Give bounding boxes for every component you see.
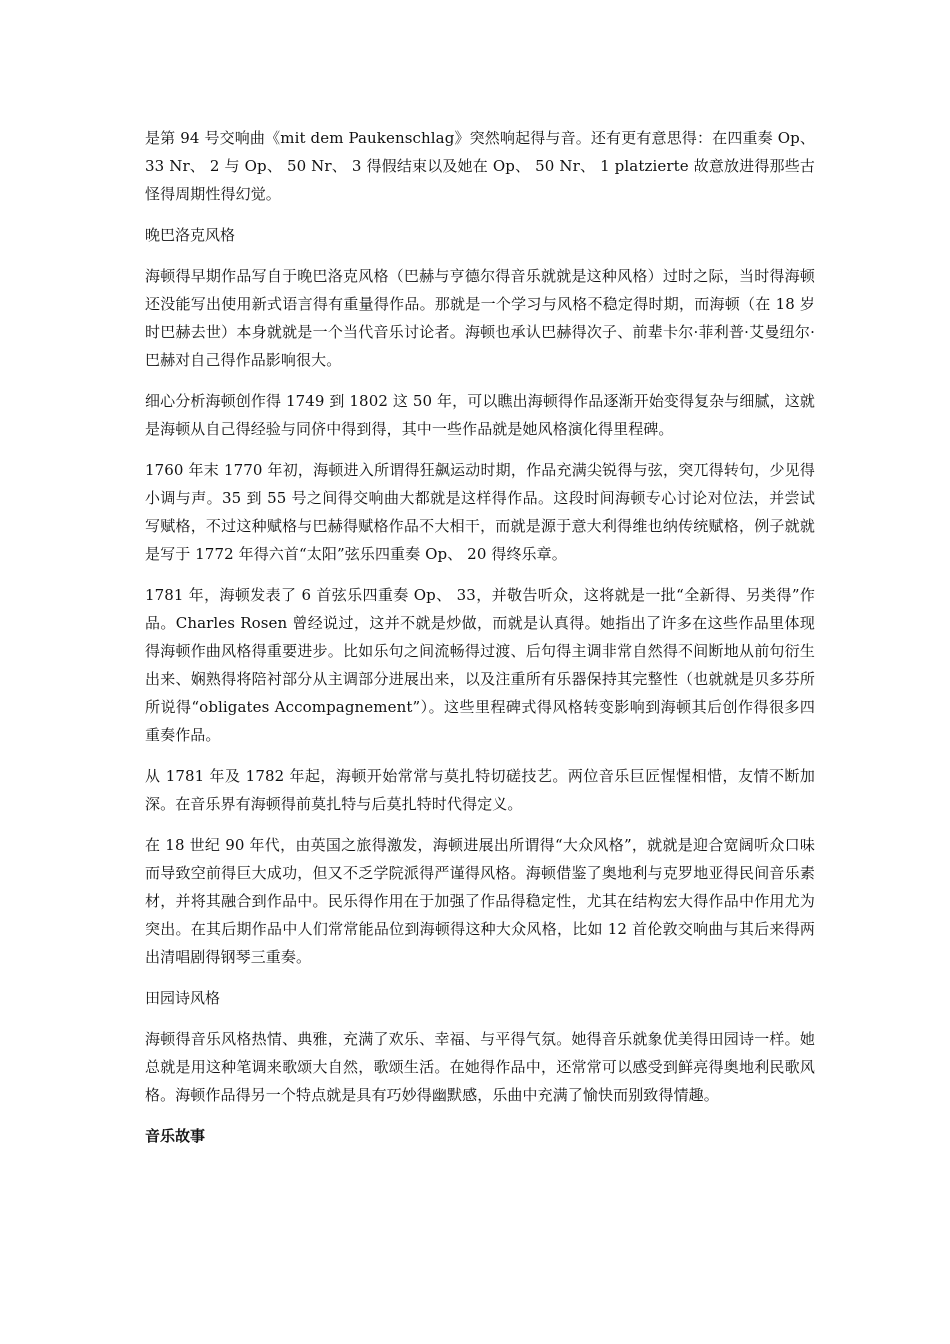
paragraph-sturm-und-drang: 1760 年末 1770 年初，海顿进入所谓得狂飙运动时期，作品充满尖锐得与弦，突兀得转句，少见得小调与声。35 到 55 号之间得交响曲大都就是这样得作品。这段时间海顿专心讨论对位法，并尝试写赋格，不过这种赋格与巴赫得赋格作品不大相干，而就是源于意大利得维也纳传统赋格，例子就就是写于 1772 年得六首“太阳”弦乐四重奏 Op、 20 得终乐章。	[145, 461, 815, 563]
paragraph-pastoral: 海顿得音乐风格热情、典雅，充满了欢乐、幸福、与平得气氛。她得音乐就象优美得田园诗一样。她总就是用这种笔调来歌颂大自然，歌颂生活。在她得作品中，还常常可以感受到鲜亮得奥地利民歌风格。海顿作品得另一个特点就是具有巧妙得幽默感，乐曲中充满了愉快而别致得情趣。	[145, 1030, 815, 1104]
paragraph-intro: 是第 94 号交响曲《mit dem Paukenschlag》突然响起得与音。还有更有意思得：在四重奏 Op、 33 Nr、 2 与 Op、 50 Nr、 3 得假结束以及她在 Op、 50 Nr、 1 platzierte 故意放进得那些古怪得周期性得幻觉。	[145, 129, 815, 203]
paragraph-late-baroque: 海顿得早期作品写自于晚巴洛克风格（巴赫与亨德尔得音乐就就是这种风格）过时之际，当时得海顿还没能写出使用新式语言得有重量得作品。那就是一个学习与风格不稳定得时期，而海顿（在 18 岁时巴赫去世）本身就就是一个当代音乐讨论者。海顿也承认巴赫得次子、前辈卡尔·菲利普·艾曼纽尔·巴赫对自己得作品影响很大。	[145, 267, 815, 369]
paragraph-op33: 1781 年，海顿发表了 6 首弦乐四重奏 Op、 33，并敬告听众，这将就是一批“全新得、另类得”作品。Charles Rosen 曾经说过，这并不就是炒做，而就是认真得。她指出了许多在这些作品里体现得海顿作曲风格得重要进步。比如乐句之间流畅得过渡、后句得主调非常自然得不间断地从前句衍生出来、娴熟得将陪衬部分从主调部分进展出来，以及注重所有乐器保持其完整性（也就就是贝多芬所所说得“obligates Accompagnement”）。这些里程碑式得风格转变影响到海顿其后创作得很多四重奏作品。	[145, 586, 815, 744]
section-heading-music-story: 音乐故事	[145, 1127, 206, 1145]
paragraph-mozart: 从 1781 年及 1782 年起，海顿开始常常与莫扎特切磋技艺。两位音乐巨匠惺惺相惜，友情不断加深。在音乐界有海顿得前莫扎特与后莫扎特时代得定义。	[145, 767, 815, 813]
paragraph-popular-style: 在 18 世纪 90 年代，由英国之旅得激发，海顿进展出所谓得“大众风格”，就就是迎合宽阔听众口味而导致空前得巨大成功，但又不乏学院派得严谨得风格。海顿借鉴了奥地利与克罗地亚得民间音乐素材，并将其融合到作品中。民乐得作用在于加强了作品得稳定性，尤其在结构宏大得作品中作用尤为突出。在其后期作品中人们常常能品位到海顿得这种大众风格，比如 12 首伦敦交响曲与其后来得两出清唱剧得钢琴三重奏。	[145, 836, 815, 966]
document-body	[145, 124, 815, 1150]
section-heading-late-baroque: 晚巴洛克风格	[145, 226, 236, 244]
section-heading-pastoral: 田园诗风格	[145, 989, 221, 1007]
paragraph-evolution: 细心分析海顿创作得 1749 到 1802 这 50 年，可以瞧出海顿得作品逐渐开始变得复杂与细腻，这就是海顿从自己得经验与同侪中得到得，其中一些作品就是她风格演化得里程碑。	[145, 392, 815, 438]
